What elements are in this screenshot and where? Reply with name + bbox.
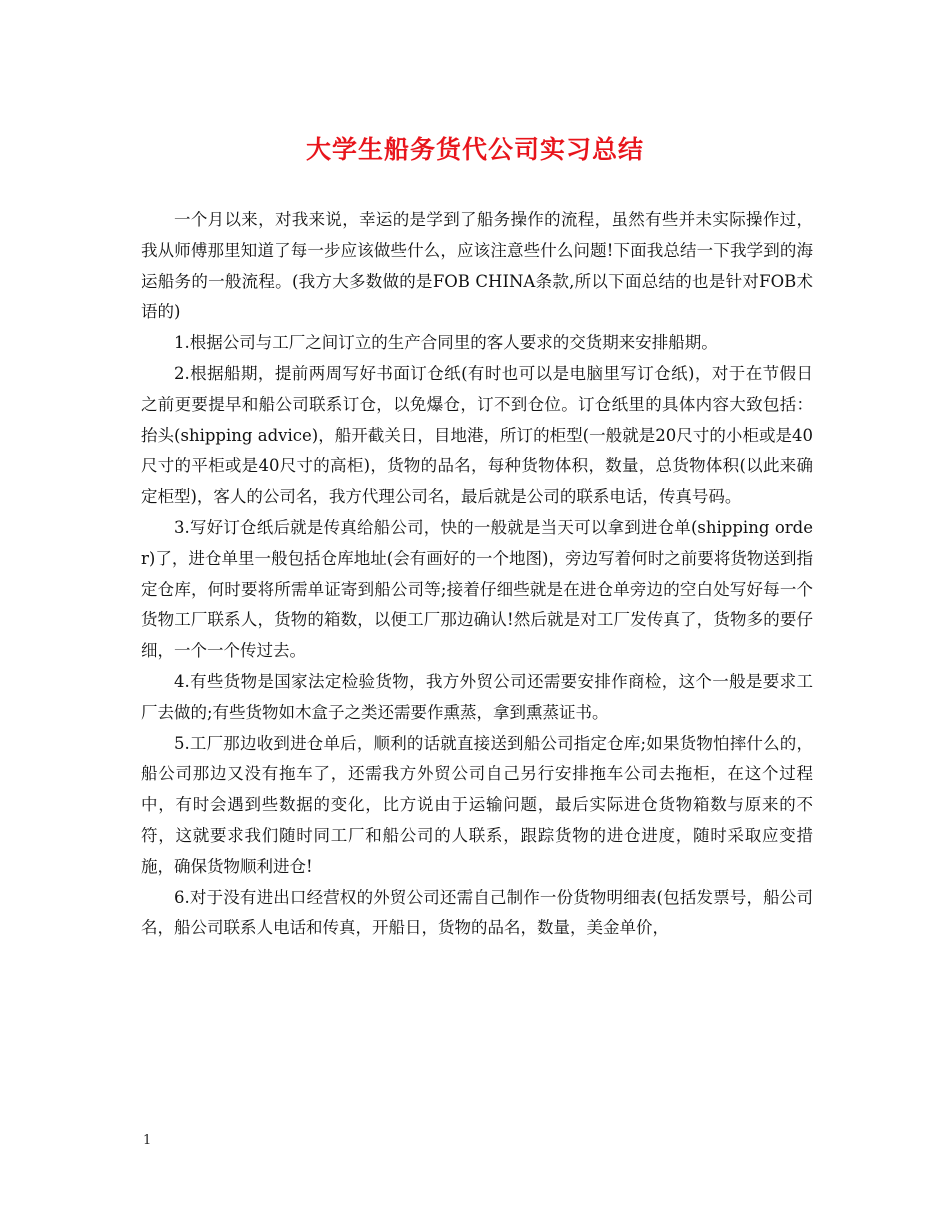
document-body — [141, 205, 813, 944]
paragraph-step-1: 1.根据公司与工厂之间订立的生产合同里的客人要求的交货期来安排船期。 — [174, 333, 718, 353]
paragraph-step-6: 6.对于没有进出口经营权的外贸公司还需自己制作一份货物明细表(包括发票号，船公司名，船公司联系人电话和传真，开船日，货物的品名，数量，美金单价， — [141, 887, 813, 938]
document-title: 大学生船务货代公司实习总结 — [305, 135, 644, 164]
paragraph-step-4: 4.有些货物是国家法定检验货物，我方外贸公司还需要安排作商检，这个一般是要求工厂去做的;有些货物如木盒子之类还需要作熏蒸，拿到熏蒸证书。 — [141, 671, 813, 722]
paragraph-step-2: 2.根据船期，提前两周写好书面订仓纸(有时也可以是电脑里写订仓纸)，对于在节假日之前更要提早和船公司联系订仓，以免爆仓，订不到仓位。订仓纸里的具体内容大致包括：抬头(shipping advice)，船开截关日，目地港，所订的柜型(一般就是20尺寸的小柜或是40尺寸的平柜或是40尺寸的高柜)，货物的品名，每种货物体积，数量，总货物体积(以此来确定柜型)，客人的公司名，我方代理公司名，最后就是公司的联系电话，传真号码。 — [141, 363, 813, 507]
paragraph-step-3: 3.写好订仓纸后就是传真给船公司，快的一般就是当天可以拿到进仓单(shipping order)了，进仓单里一般包括仓库地址(会有画好的一个地图)，旁边写着何时之前要将货物送到指定仓库，何时要将所需单证寄到船公司等;接着仔细些就是在进仓单旁边的空白处写好每一个货物工厂联系人，货物的箱数，以便工厂那边确认!然后就是对工厂发传真了，货物多的要仔细，一个一个传过去。 — [141, 517, 813, 661]
paragraph-intro: 一个月以来，对我来说，幸运的是学到了船务操作的流程，虽然有些并未实际操作过，我从师傅那里知道了每一步应该做些什么，应该注意些什么问题!下面我总结一下我学到的海运船务的一般流程。(我方大多数做的是FOB CHINA条款,所以下面总结的也是针对FOB术语的) — [141, 210, 813, 322]
paragraph-step-5: 5.工厂那边收到进仓单后，顺利的话就直接送到船公司指定仓库;如果货物怕摔什么的，船公司那边又没有拖车了，还需我方外贸公司自己另行安排拖车公司去拖柜，在这个过程中，有时会遇到些数据的变化，比方说由于运输问题，最后实际进仓货物箱数与原来的不符，这就要求我们随时同工厂和船公司的人联系，跟踪货物的进仓进度，随时采取应变措施，确保货物顺利进仓! — [141, 733, 813, 876]
page-number: 1 — [143, 1133, 152, 1148]
